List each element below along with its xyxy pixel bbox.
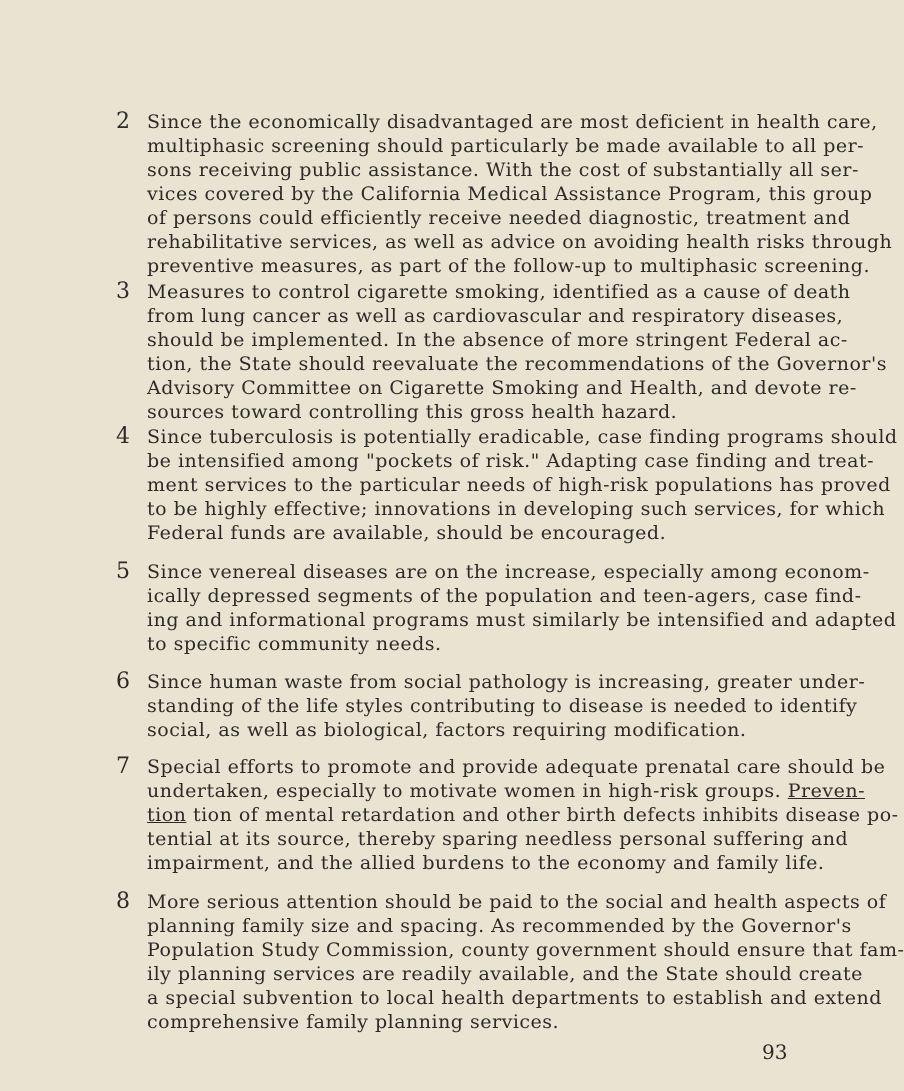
text-line: from lung cancer as well as cardiovascular and respiratory diseases,: [147, 305, 844, 327]
text-line: Since venereal diseases are on the increase, especially among econom-: [147, 561, 870, 583]
text-line: [147, 803, 899, 827]
item-number: 7: [116, 754, 130, 779]
item-number: 6: [116, 669, 130, 694]
text-line: Since tuberculosis is potentially eradicable, case finding programs should: [147, 426, 898, 448]
text-line: of persons could efficiently receive needed diagnostic, treatment and: [147, 207, 851, 229]
text-line: ically depressed segments of the population and teen-agers, case find-: [147, 585, 862, 607]
text-line: social, as well as biological, factors requiring modification.: [147, 719, 747, 741]
text-line: sons receiving public assistance. With the cost of substantially all ser-: [147, 159, 859, 181]
text-line: Advisory Committee on Cigarette Smoking and Health, and devote re-: [147, 377, 857, 399]
text-line: ing and informational programs must similarly be intensified and adapted: [147, 609, 897, 631]
text-line: preventive measures, as part of the follow-up to multiphasic screening.: [147, 255, 870, 277]
text-line: Since human waste from social pathology is increasing, greater under-: [147, 671, 866, 693]
item-text: [147, 425, 898, 545]
text-line: sources toward controlling this gross health hazard.: [147, 401, 678, 423]
item-number: 2: [116, 109, 130, 134]
text-line: comprehensive family planning services.: [147, 1011, 560, 1033]
item-number: 3: [116, 279, 130, 304]
item-number: 4: [116, 424, 130, 449]
item-text: [147, 560, 897, 656]
text-line: planning family size and spacing. As recommended by the Governor's: [147, 915, 852, 937]
text-line: tential at its source, thereby sparing needless personal suffering and: [147, 828, 849, 850]
text-line: a special subvention to local health departments to establish and extend: [147, 987, 882, 1009]
text-line: Federal funds are available, should be encouraged.: [147, 522, 667, 544]
item-text: [147, 110, 893, 278]
text-line: should be implemented. In the absence of more stringent Federal ac-: [147, 329, 848, 351]
text-line: to specific community needs.: [147, 633, 442, 655]
underlined-text: Preven-: [787, 780, 865, 802]
item-text: [147, 890, 904, 1034]
text-line: rehabilitative services, as well as advice on avoiding health risks through: [147, 231, 893, 253]
text-line: More serious attention should be paid to the social and health aspects of: [147, 891, 887, 913]
item-number: 5: [116, 559, 130, 584]
text-line: standing of the life styles contributing to disease is needed to identify: [147, 695, 858, 717]
text-line: Special efforts to promote and provide adequate prenatal care should be: [147, 756, 886, 778]
text-line: tion, the State should reevaluate the recommendations of the Governor's: [147, 353, 887, 375]
text-line: be intensified among "pockets of risk." Adapting case finding and treat-: [147, 450, 875, 472]
item-text: [147, 755, 899, 875]
text-line: ment services to the particular needs of high-risk populations has proved: [147, 474, 891, 496]
item-text: [147, 280, 887, 424]
text-line: Population Study Commission, county government should ensure that fam-: [147, 939, 904, 961]
text-fragment: tion of mental retardation and other birth defects inhibits disease po-: [192, 804, 899, 826]
text-line: impairment, and the allied burdens to the economy and family life.: [147, 852, 825, 874]
text-fragment: undertaken, especially to motivate women in high-risk groups.: [147, 780, 782, 802]
underlined-text: tion: [147, 804, 187, 826]
text-line: Measures to control cigarette smoking, identified as a cause of death: [147, 281, 851, 303]
text-line: ily planning services are readily available, and the State should create: [147, 963, 863, 985]
page-number: 93: [762, 1040, 788, 1064]
text-line: vices covered by the California Medical Assistance Program, this group: [147, 183, 873, 205]
text-line: Since the economically disadvantaged are most deficient in health care,: [147, 111, 878, 133]
text-line: multiphasic screening should particularly be made available to all per-: [147, 135, 865, 157]
item-text: [147, 670, 866, 742]
text-line: to be highly effective; innovations in developing such services, for which: [147, 498, 886, 520]
text-line: [147, 779, 865, 803]
item-number: 8: [116, 889, 130, 914]
